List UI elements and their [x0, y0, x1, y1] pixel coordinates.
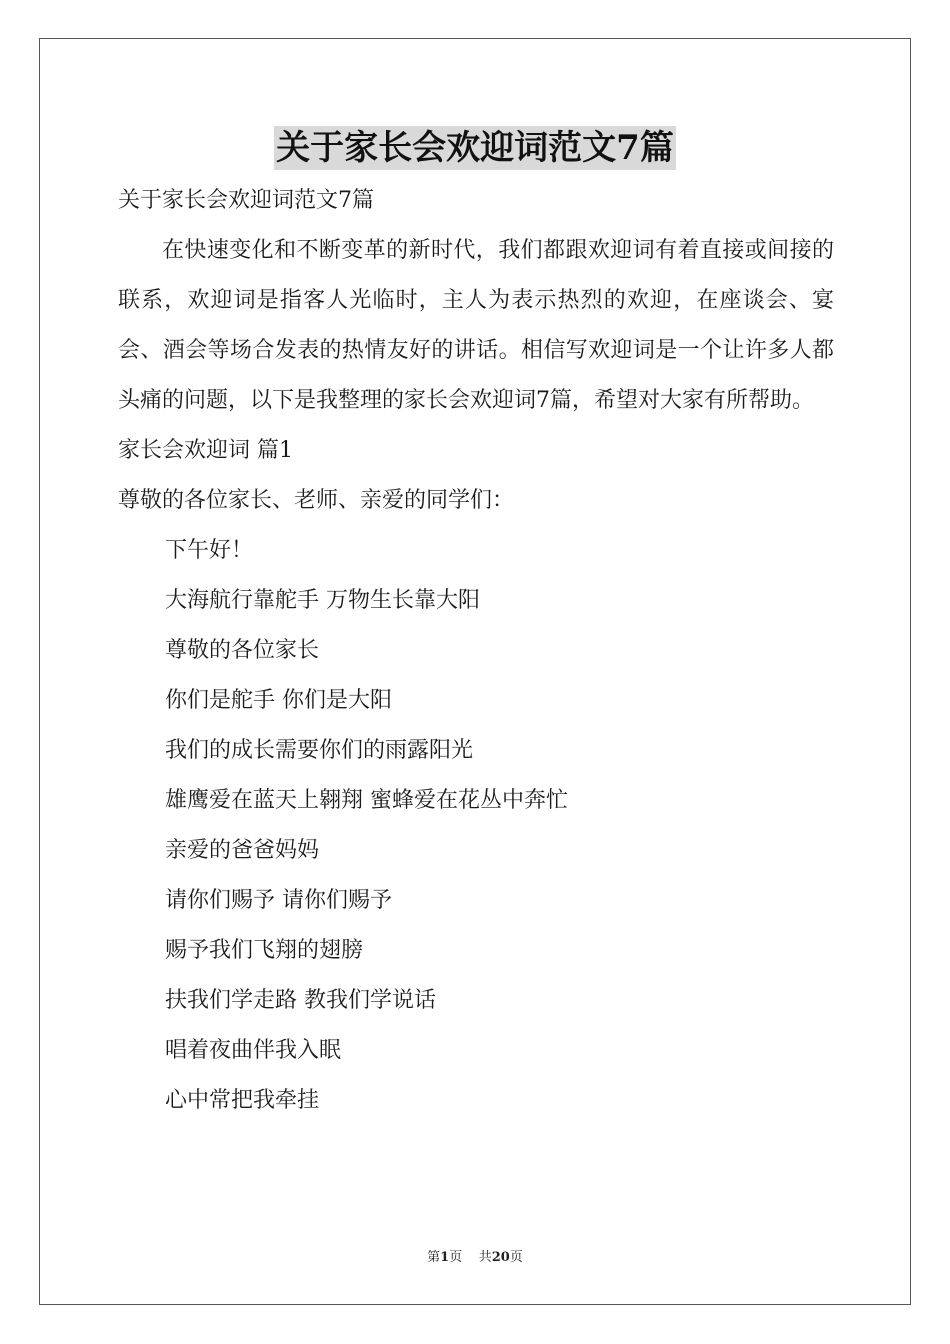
poem-line: 心中常把我牵挂 [165, 1088, 320, 1113]
total-suffix: 页 [509, 1250, 523, 1265]
page-prefix: 第 [427, 1250, 441, 1265]
total-prefix: 共 [478, 1250, 492, 1265]
salutation: 尊敬的各位家长、老师、亲爱的同学们： [118, 488, 515, 513]
poem-line: 我们的成长需要你们的雨露阳光 [165, 738, 474, 763]
poem-line: 扶我们学走路 教我们学说话 [165, 988, 436, 1013]
poem-line: 唱着夜曲伴我入眠 [165, 1038, 342, 1063]
document-title: 关于家长会欢迎词范文7篇 [276, 128, 674, 168]
poem-line: 大海航行靠舵手 万物生长靠大阳 [165, 588, 480, 613]
section-heading: 家长会欢迎词 篇1 [118, 438, 293, 463]
poem-line: 亲爱的爸爸妈妈 [165, 838, 320, 863]
total-pages: 20 [491, 1250, 510, 1265]
poem-line: 尊敬的各位家长 [165, 638, 320, 663]
title-container [0, 126, 950, 170]
poem-line: 下午好！ [165, 538, 254, 563]
intro-paragraph: 在快速变化和不断变革的新时代，我们都跟欢迎词有着直接或间接的联系，欢迎词是指客人光临时，主人为表示热烈的欢迎，在座谈会、宴会、酒会等场合发表的热情友好的讲话。相信写欢迎词是一个让许多人都头痛的问题，以下是我整理的家长会欢迎词7篇，希望对大家有所帮助。 [118, 238, 834, 413]
poem-line: 请你们赐予 请你们赐予 [165, 888, 392, 913]
page-footer [0, 1246, 950, 1265]
page-suffix: 页 [449, 1250, 463, 1265]
poem-line: 你们是舵手 你们是大阳 [165, 688, 392, 713]
poem-line: 雄鹰爱在蓝天上翱翔 蜜蜂爱在花丛中奔忙 [165, 788, 568, 813]
document-body [118, 176, 834, 1126]
poem-line: 赐予我们飞翔的翅膀 [165, 938, 364, 963]
subtitle: 关于家长会欢迎词范文7篇 [118, 188, 374, 213]
page-number: 1 [440, 1250, 450, 1265]
